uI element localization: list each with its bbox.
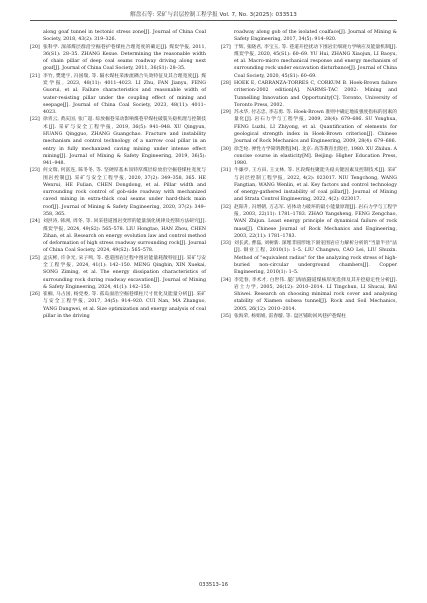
reference-number: [26] — [30, 292, 40, 298]
reference-number: [32] — [221, 204, 231, 210]
reference-text: HOEK E, CARRANZA-TORRES C, CORKUM B. Hoek-Brown failure criterion-2002 edition[A]. NARMS-TAC 2002: Mining and Tunnelling Innovation and Opportunity[C]. Toronto, University of Toronto Press, 2002. — [234, 80, 397, 108]
reference-text: 徐芝纶. 弹性力学简明教程[M]. 北京: 高等教育出版社, 1980. XU Zhilun. A concise course in elasticity[M]. Beijing: Higher Education Press, 1980. — [234, 146, 397, 167]
reference-entry — [221, 277, 397, 313]
reference-entry — [221, 240, 397, 276]
reference-entry — [221, 313, 397, 320]
reference-text: 崔楠, 马占国, 杨党委, 等. 孤岛面沿空掘巷煤柱尺寸优化及能量分析[J]. 采矿与安全工程学报, 2017, 34(5): 914–920. CUI Nan, MA Zhanguo, YANG Dangwei, et al. Size optimization and energy analysis of coal pillar in the driving — [43, 292, 206, 319]
reference-entry — [30, 291, 206, 320]
reference-text: roadway along gob of the isolated coalface[J]. Journal of Mining & Safety Engineering, 2017, 34(5): 914–920. — [234, 30, 397, 43]
header-divider — [30, 20, 397, 21]
reference-entry — [221, 80, 397, 109]
reference-entry — [221, 44, 397, 80]
reference-text: 张海荣, 杨娟娟, 雷春璇, 等. 盘区铺助回风巷护巷煤柱 — [234, 313, 346, 319]
reference-number: [21] — [30, 73, 40, 79]
reference-text: 张科学. 深部煤层群沿空掘巷护巷煤柱合理宽度的确定[J]. 煤炭学报, 2011, 36(S1): 28–35. ZHANG Kexue. Determining the reasonable width of chain pillar of deep coal seams roadway driving along next goaf[J]. Journal of China Coal Society, 2011, 36(S1): 28–35. — [43, 44, 206, 72]
reference-entry — [221, 204, 397, 240]
reference-column-right — [221, 29, 397, 320]
reference-text: 何文瑞, 何富连, 陈冬冬, 等. 坚硬厚基本顶特厚煤层综放沿空掘巷煤柱宽度与围岩控制[J]. 采矿与安全工程学报, 2020, 37(2): 349–358, 365. HE Wenrui, HE Fulian, CHEN Dongdong, et al. Pillar width and surrounding rock control of gob-side roadway with mechanized caved mining in extra-thick coal seams under hard-thick main roof[J]. Journal of Mining & Safety Engineering, 2020, 37(2): 349–358, 365. — [43, 168, 206, 218]
reference-number: [27] — [221, 44, 231, 50]
reference-number: [34] — [221, 277, 231, 283]
reference-number: [22] — [30, 117, 40, 123]
reference-text: 牛廉亭, 王方田, 王文林, 等. 区段煤柱聚能失稳关键因素及控制技术[J]. 采矿与岩层控制工程学报, 2022, 4(2): 023017. NIU Tengchong, WANG Fangtian, WANG Wenlin, et al. Key factors and control technology of energy-gathered instability of coal pillar[J]. Journal of Mining and Strata Control Engineering, 2022, 4(2): 023017. — [234, 168, 397, 203]
reference-entry — [30, 73, 206, 117]
reference-number: [28] — [221, 80, 231, 86]
reference-number: [25] — [30, 255, 40, 261]
reference-entry — [30, 218, 206, 254]
reference-entry — [221, 29, 397, 44]
page-number: 033513–16 — [199, 582, 228, 588]
reference-number: [30] — [221, 146, 231, 152]
reference-text: 刘洪涛, 韩洲, 周冬, 等. 回采巷道围岩变形的能量演化规律及控制方法研究[J]. 煤炭学报, 2024, 49(S2): 565–578. LIU Hongtao, HAN Zhou, CHEN Zihan, et al. Research on energy evolution law and control method of deformation of high stress roadway surrounding rock[J]. Journal of China Coal Society, 2024, 49(S2): 565–578. — [43, 219, 206, 254]
reference-number: [31] — [221, 168, 231, 174]
reference-column-left — [30, 29, 206, 320]
reference-text: 赵阳升, 冯增朝, 万志军. 岩体动力破坏的最小能量原理[J]. 岩石力学与工程学报, 2003, 22(11): 1781–1783. ZHAO Yangsheng, FENG Zengchao, WAN Zhijun. Least energy principle of dynamical failure of rock mass[J]. Chinese Journal of Rock Mechanics and Engineering, 2003, 22(11): 1781–1783. — [234, 204, 397, 239]
reference-entry — [30, 44, 206, 73]
reference-entry — [30, 167, 206, 218]
reference-text: 徐青云, 黄庆国, 张广超. 综放掘巷采动影响煤巷窄煤柱破裂失稳机理与控制技术[J]. 采矿与安全工程学报, 2019, 36(5): 941–948. XU Qingyun, HUANG Qingguo, ZHANG Guangchao. Fracture and instability mechanism and control technology of a narrow coal pillar in an entry in fully mechanized caving mining under intense effect mining[J]. Journal of Mining & Safety Engineering, 2019, 36(5): 941–948. — [43, 117, 206, 167]
reference-text: 李竹, 樊建宇, 冯国瑞, 等. 隔水煤柱采渗流耦合失效特征及其合理宽度[J]. 煤炭学报, 2023, 48(11): 4011–4023. LI Zhu, FAN Jianyu, FENG Guorui, et al. Failure characteristics and reasonable width of water-resisting pillar under the coupling effect of mining and seepage[J]. Journal of China Coal Society, 2023, 48(11): 4011–4023. — [43, 73, 206, 116]
reference-entry — [221, 109, 397, 145]
reference-number: [24] — [30, 219, 40, 225]
reference-number: [23] — [30, 168, 40, 174]
reference-number: [20] — [30, 44, 40, 50]
reference-entry — [30, 255, 206, 291]
reference-entry — [30, 116, 206, 167]
reference-number: [33] — [221, 241, 231, 247]
reference-text: along goaf tunnel in tectonic stress zone[J]. Journal of China Coal Society, 2018, 43(2): 319–326. — [43, 30, 206, 43]
reference-text: 刘长武, 曹磊, 刘树新. 深埋非圆形地下洞室围岩应力解析分析的"当量半径"法[J]. 铜业工程, 2010(1): 1–5. LIU Changwu, CAO Lei, LIU Shuxin. Method of "equivalent radius" for the analyzing rock stress of high-buried non-circular underground chambers[J]. Copper Engineering, 2010(1): 1–5. — [234, 241, 397, 276]
reference-text: 于辉, 张晓君, 李宝玉, 等. 巷道开挖扰动下围岩宏细观力学响应及能量机制[J]. 煤炭学报, 2020, 45(S1): 60–69. YU Hui, ZHANG Xiaojun, LI Baoyu, et al. Macro-micro mechanical response and energy mechanism of surrounding rock under excavation disturbance[J]. Journal of China Coal Society, 2020, 45(S1): 60–69. — [234, 44, 397, 79]
reference-text: 孟庆彬, 许争光, 宋子鸣, 等. 巷道围岩过程中围岩能量耗散特征[J]. 采矿与安全工程学报, 2024, 41(1): 142–150. MENG Qingbin, XIN Xuekai, SONG Ziming, et al. The energy dissipation characteristics of surrounding rock during roadway excavation[J]. Journal of Mining & Safety Engineering, 2024, 41(1): 142–150. — [43, 255, 206, 290]
running-header: 解盘石等: 采矿与岩层控制工程学报 Vol. 7, No. 3(2025): 033513 — [130, 12, 297, 18]
reference-number: [29] — [221, 110, 231, 116]
reference-number: [35] — [221, 313, 231, 319]
reference-entry — [221, 167, 397, 203]
reference-text: 苏永华, 付志忠, 李志勇. 等. Hoek-Brown 准则中确定地质强度指标的因素的量化[J]. 岩石力学与工程学报, 2009, 28(4): 679–686. SU Yonghua, FENG Luzhi, LI Zhiyong, et al. Quantification of elements for geological strength index in Hoek-Brown criterion[J]. Chinese Journal of Rock Mechanics and Engineering, 2009, 28(4): 679–686. — [234, 110, 397, 145]
reference-entry — [30, 29, 206, 44]
reference-entry — [221, 146, 397, 168]
reference-text: 李廷春, 李术才, 白世伟. 厦门海底隧道煤核厚度选择及其开挖稳定性分析[J]. 岩土力学, 2005, 26(12): 2010–2014. LI Tingchun, LI Shucai, BAI Shiwei. Research on choosing minimal rock cover and analysing stability of Xiamen subsea tunnel[J]. Rock and Soil Mechanics, 2005, 26(12): 2010–2014. — [234, 277, 397, 312]
